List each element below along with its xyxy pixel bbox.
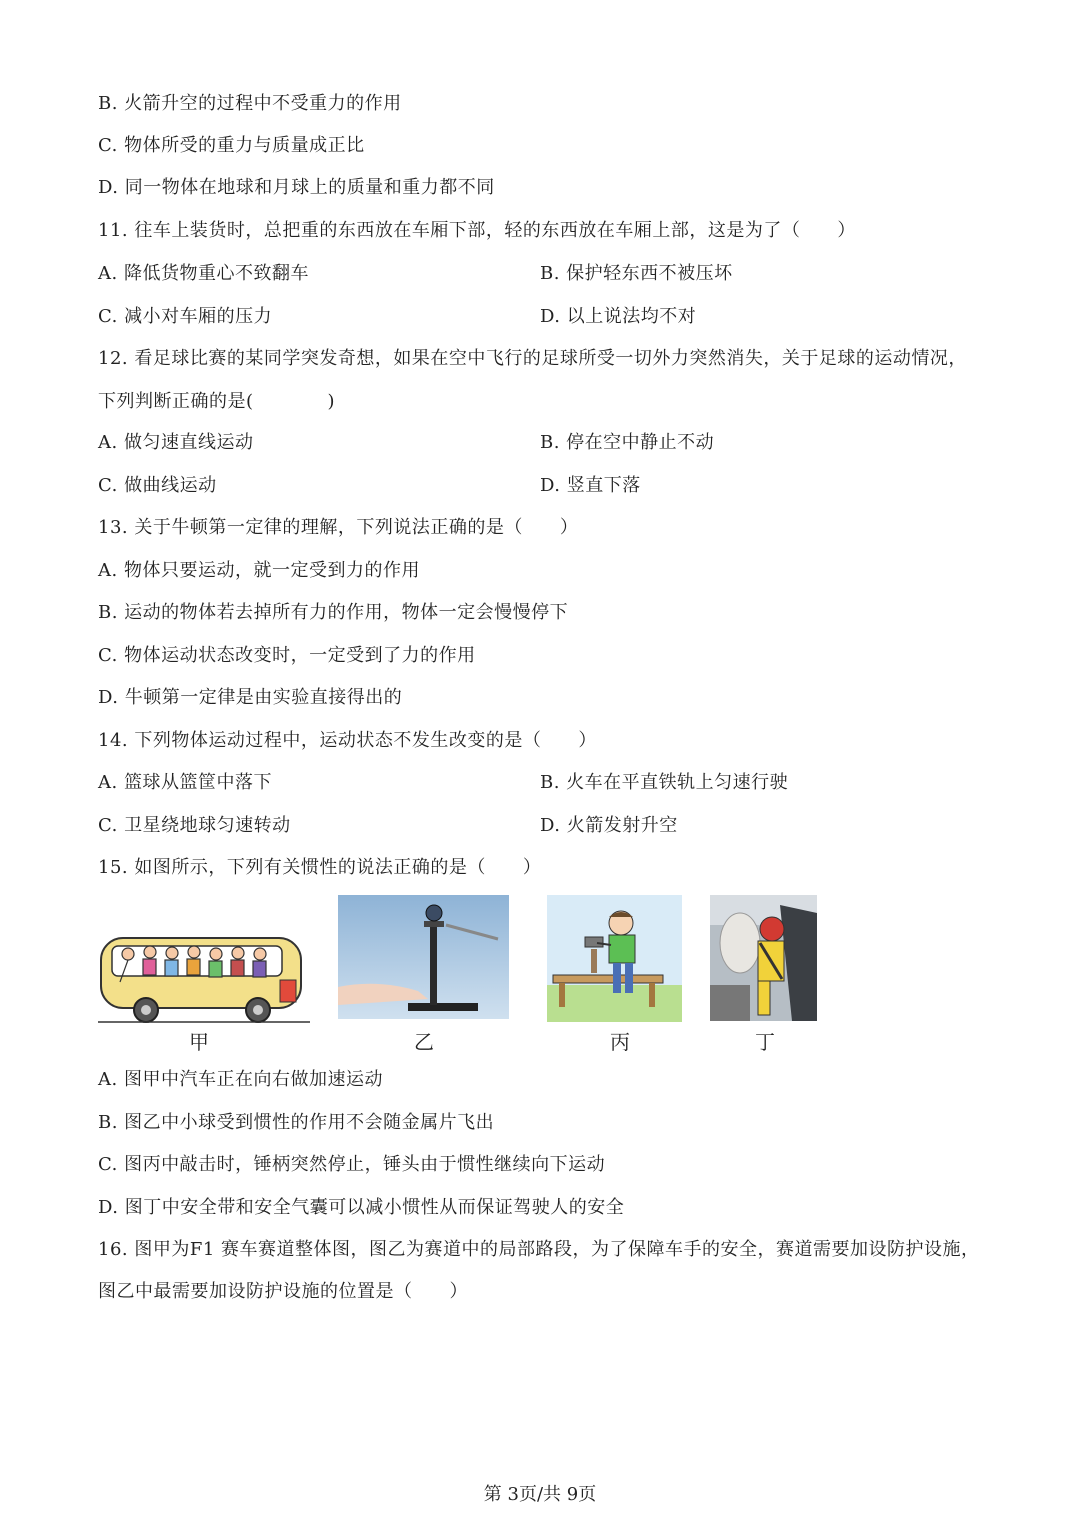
q15-option-b: B. 图乙中小球受到惯性的作用不会随金属片飞出: [98, 1112, 495, 1133]
q11-option-d: D. 以上说法均不对: [540, 306, 697, 327]
q14-option-d: D. 火箭发射升空: [540, 815, 678, 836]
figure-caption-ding: 丁: [755, 1030, 775, 1054]
bus-figure: [98, 930, 310, 1025]
q13-option-b: B. 运动的物体若去掉所有力的作用，物体一定会慢慢停下: [98, 602, 569, 623]
figure-caption-yi: 乙: [414, 1030, 434, 1054]
q14-stem: 14. 下列物体运动过程中，运动状态不发生改变的是（ ）: [98, 730, 597, 751]
q11-option-a: A. 降低货物重心不致翻车: [98, 263, 309, 284]
q10-option-c: C. 物体所受的重力与质量成正比: [98, 135, 365, 156]
q13-option-c: C. 物体运动状态改变时，一定受到了力的作用: [98, 645, 476, 666]
q14-option-b: B. 火车在平直铁轨上匀速行驶: [540, 772, 789, 793]
q13-option-d: D. 牛顿第一定律是由实验直接得出的: [98, 687, 403, 708]
page-footer: 第 3页/共 9页: [483, 1484, 597, 1505]
q14-option-a: A. 篮球从篮筐中落下: [98, 772, 272, 793]
q15-stem: 15. 如图所示，下列有关惯性的说法正确的是（ ）: [98, 857, 542, 878]
q15-option-c: C. 图丙中敲击时，锤柄突然停止，锤头由于惯性继续向下运动: [98, 1154, 606, 1175]
q11-option-c: C. 减小对车厢的压力: [98, 306, 273, 327]
q10-option-b: B. 火箭升空的过程中不受重力的作用: [98, 93, 402, 114]
q12-stem-line2: 下列判断正确的是( ): [98, 391, 336, 412]
q12-option-c: C. 做曲线运动: [98, 475, 217, 496]
q12-option-b: B. 停在空中静止不动: [540, 432, 715, 453]
q14-option-c: C. 卫星绕地球匀速转动: [98, 815, 291, 836]
q16-stem-line1: 16. 图甲为F1 赛车赛道整体图，图乙为赛道中的局部路段，为了保障车手的安全，赛道需要加设防护设施，: [98, 1239, 980, 1260]
figure-caption-jia: 甲: [189, 1030, 209, 1054]
q10-option-d: D. 同一物体在地球和月球上的质量和重力都不同: [98, 177, 495, 198]
q11-option-b: B. 保护轻东西不被压坏: [540, 263, 733, 284]
q11-stem: 11. 往车上装货时，总把重的东西放在车厢下部，轻的东西放在车厢上部，这是为了（ ）: [98, 220, 856, 241]
q16-stem-line2: 图乙中最需要加设防护设施的位置是（ ）: [98, 1281, 468, 1302]
airbag-figure: [710, 895, 817, 1021]
q15-option-d: D. 图丁中安全带和安全气囊可以减小惯性从而保证驾驶人的安全: [98, 1197, 625, 1218]
q13-stem: 13. 关于牛顿第一定律的理解，下列说法正确的是（ ）: [98, 517, 579, 538]
q13-option-a: A. 物体只要运动，就一定受到力的作用: [98, 560, 420, 581]
figure-caption-bing: 丙: [610, 1030, 630, 1054]
q15-option-a: A. 图甲中汽车正在向右做加速运动: [98, 1069, 383, 1090]
q12-option-a: A. 做匀速直线运动: [98, 432, 254, 453]
hammer-figure: [547, 895, 682, 1022]
q12-stem-line1: 12. 看足球比赛的某同学突发奇想，如果在空中飞行的足球所受一切外力突然消失，关于足球的运动情况，: [98, 348, 967, 369]
q12-option-d: D. 竖直下落: [540, 475, 641, 496]
inertia-stand-figure: [338, 895, 509, 1019]
